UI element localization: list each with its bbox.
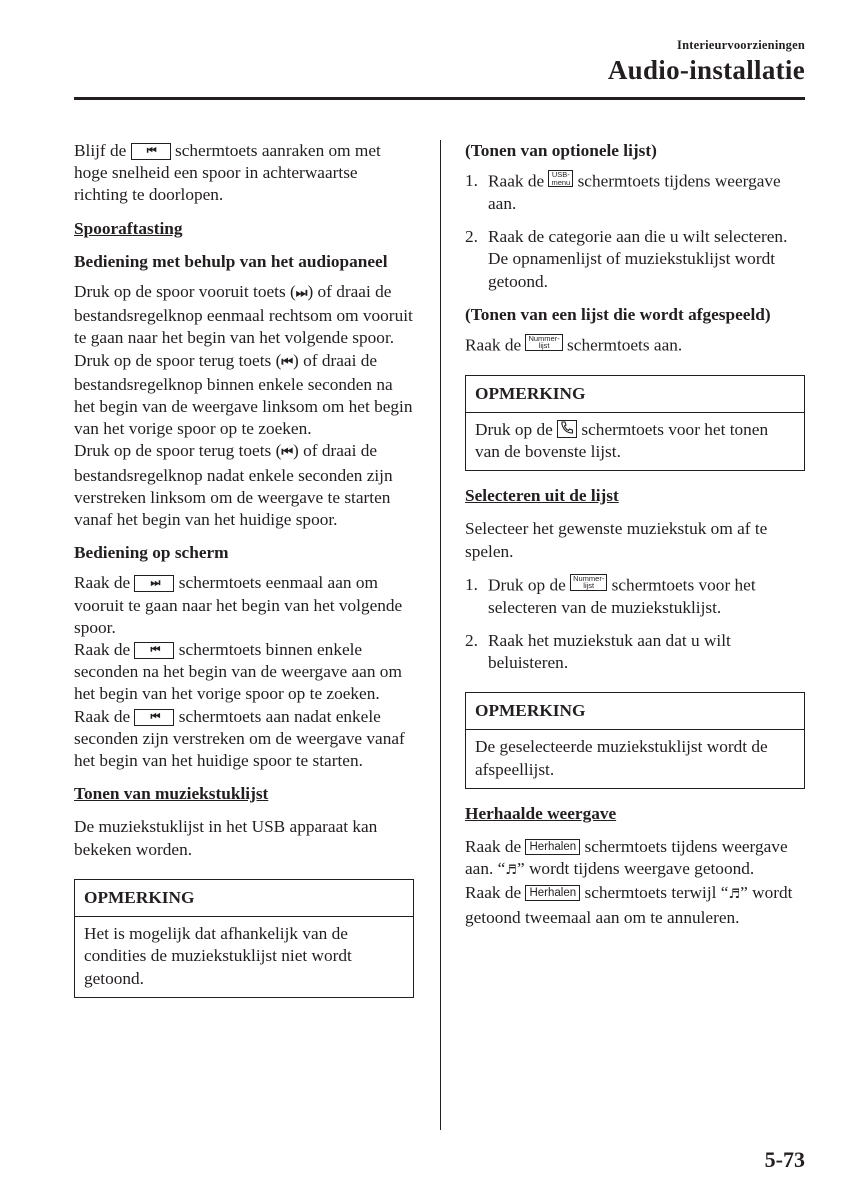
page-number: 5-73: [764, 1147, 805, 1172]
paragraph-next-track-panel: Druk op de spoor vooruit toets (⏭) of draai de bestandsregelknop eenmaal rechtsom om vooruit te gaan naar het begin van het volgende spoor.: [74, 282, 413, 348]
section-subtitle: Interieurvoorzieningen: [677, 38, 805, 52]
right-column: [465, 140, 805, 940]
section-heading-spooraftasting: Spooraftasting: [74, 218, 183, 238]
subheading-scherm: Bediening op scherm: [74, 543, 229, 563]
paragraph-next-track-screen: Raak de ⏭ schermtoets eenmaal aan om vooruit te gaan naar het begin van het volgende spoor.: [74, 573, 403, 637]
list-item: 1. Druk op de Nummer- lijst schermtoets voor het selecteren van de muziekstuklijst.: [465, 573, 756, 617]
note-box: [465, 692, 805, 789]
subheading-optionele-lijst: (Tonen van optionele lijst): [465, 141, 657, 160]
note-heading: OPMERKING: [466, 376, 804, 413]
paragraph-repeat-off: Raak de Herhalen schermtoets terwijl “♬” wordt getoond tweemaal aan om te annuleren.: [465, 883, 793, 927]
section-heading-selecteren: Selecteren uit de lijst: [465, 486, 619, 506]
prev-track-icon: ⏮: [281, 445, 294, 461]
subheading-afgespeeld: (Tonen van een lijst die wordt afgespeeld): [465, 304, 771, 324]
page-title: Audio-installatie: [607, 55, 805, 85]
nummer-lijst-button-icon: Nummer- lijst: [525, 334, 562, 351]
paragraph-restart-track-screen: Raak de ⏮ schermtoets aan nadat enkele seconden zijn verstreken om de weergave vanaf het begin van het huidige spoor te starten.: [74, 706, 405, 771]
paragraph-restart-track-panel: Druk op de spoor terug toets (⏮) of draai de bestandsregelknop nadat enkele seconden zijn verstreken linksom om de weergave te starten vanaf het begin van het huidige spoor.: [74, 441, 393, 530]
paragraph-usb-list: De muziekstuklijst in het USB apparaat kan bekeken worden.: [74, 817, 378, 859]
nummer-lijst-button-icon: Nummer- lijst: [570, 574, 607, 591]
repeat-note-icon: ♬: [505, 863, 517, 879]
paragraph-repeat-on: Raak de Herhalen schermtoets tijdens weergave aan. “♬” wordt tijdens weergave getoond.: [465, 836, 788, 879]
usb-menu-button-icon: USB- menu: [548, 170, 573, 187]
repeat-note-icon: ♬: [728, 887, 741, 903]
list-item: 1. Raak de USB- menu schermtoets tijdens weergave aan.: [465, 170, 781, 213]
phone-icon: [557, 420, 577, 438]
note-body: Druk op de schermtoets voor het tonen van de bovenste lijst.: [475, 419, 769, 462]
header-rule: [74, 97, 805, 100]
paragraph-prev-track-screen: Raak de ⏮ schermtoets binnen enkele seconden na het begin van de weergave aan om het begin van het vorige spoor op te zoeken.: [74, 640, 402, 704]
left-column: [74, 140, 414, 1012]
prev-track-screen-button-icon: ⏮: [134, 709, 174, 726]
paragraph-prev-track-panel: Druk op de spoor terug toets (⏮) of draai de bestandsregelknop binnen enkele seconden na het begin van de weergave linksom om het begin van het vorige spoor op te zoeken.: [74, 350, 413, 439]
note-heading: OPMERKING: [75, 880, 413, 917]
section-heading-muziekstuklijst: Tonen van muziekstuklijst: [74, 784, 269, 804]
paragraph-selecteer: Selecteer het gewenste muziekstuk om af te spelen.: [465, 519, 768, 561]
prev-track-icon: ⏮: [281, 354, 294, 370]
column-divider: [440, 140, 441, 1130]
herhalen-button-icon: Herhalen: [525, 885, 580, 901]
next-track-icon: ⏭: [295, 286, 308, 302]
note-heading: OPMERKING: [466, 693, 804, 730]
list-item: 2. Raak de categorie aan die u wilt selecteren. De opnamenlijst of muziekstuklijst wordt getoond.: [465, 227, 788, 291]
note-body: De geselecteerde muziekstuklijst wordt de afspeellijst.: [475, 737, 768, 779]
herhalen-button-icon: Herhalen: [525, 839, 580, 855]
section-heading-herhaalde-weergave: Herhaalde weergave: [465, 803, 617, 823]
next-track-screen-button-icon: ⏭: [134, 575, 174, 592]
prev-track-screen-button-icon: ⏮: [131, 143, 171, 160]
list-item: 2. Raak het muziekstuk aan dat u wilt beluisteren.: [465, 630, 731, 672]
fast-reverse-paragraph: Blijf de ⏮ schermtoets aanraken om met hoge snelheid een spoor in achterwaartse richting te doorlopen.: [74, 141, 381, 205]
subheading-audiopaneel: Bediening met behulp van het audiopaneel: [74, 251, 388, 271]
prev-track-screen-button-icon: ⏮: [134, 642, 174, 659]
paragraph-nummer-lijst: Raak de Nummer- lijst schermtoets aan.: [465, 333, 683, 355]
note-body: Het is mogelijk dat afhankelijk van de condities de muziekstuklijst niet wordt getoond.: [84, 924, 352, 988]
note-box: [74, 879, 414, 998]
note-box: [465, 375, 805, 472]
